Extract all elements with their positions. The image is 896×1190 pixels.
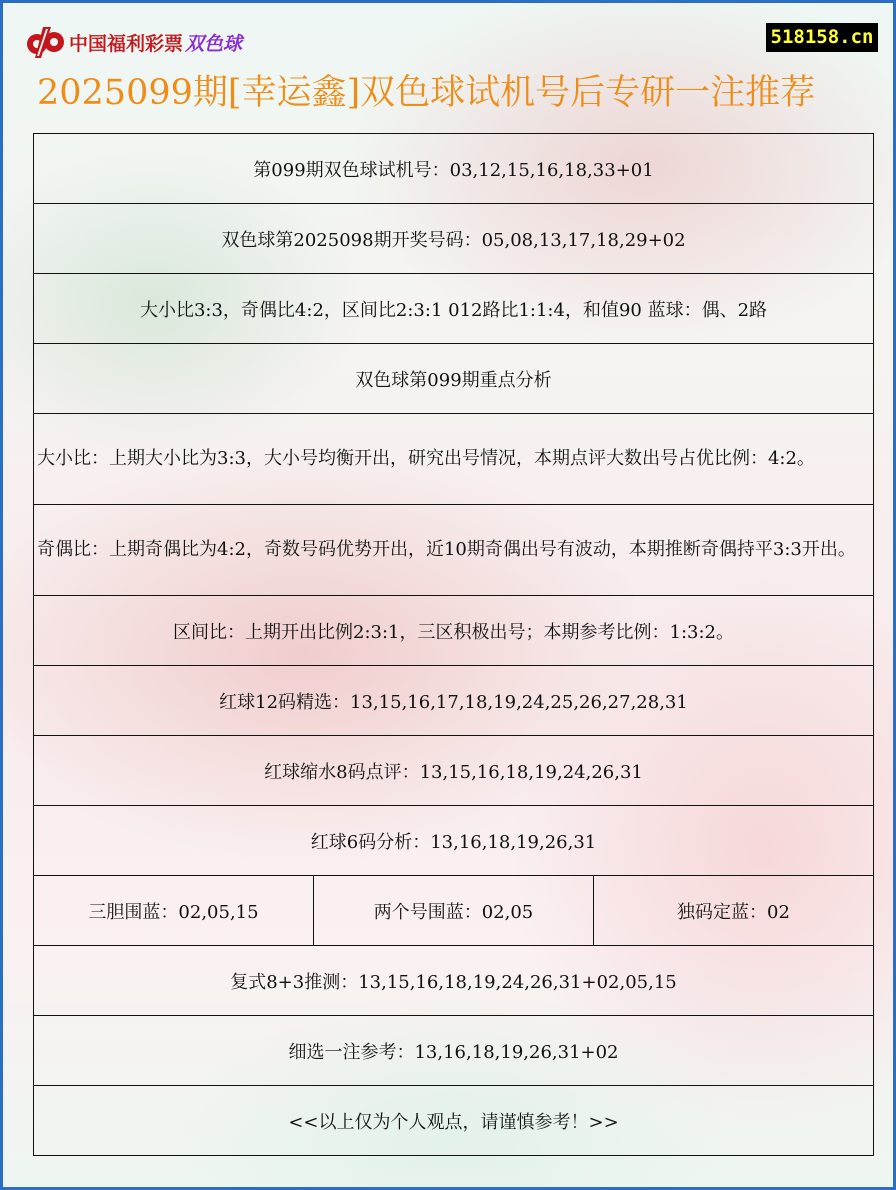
table-row	[34, 274, 874, 344]
red-12-picks: 红球12码精选：13,15,16,17,18,19,24,25,26,27,28,31	[34, 666, 874, 736]
last-draw-stats: 大小比3:3，奇偶比4:2，区间比2:3:1 012路比1:1:4，和值90 蓝球：偶、2路	[34, 274, 874, 344]
analysis-heading: 双色球第099期重点分析	[34, 344, 874, 414]
table-row	[34, 946, 874, 1016]
page-title: 2025099期[幸运鑫]双色球试机号后专研一注推荐	[37, 73, 816, 113]
last-draw-numbers: 双色球第2025098期开奖号码：05,08,13,17,18,29+02	[34, 204, 874, 274]
size-ratio-analysis: 大小比：上期大小比为3:3，大小号均衡开出，研究出号情况，本期点评大数出号占优比例：4:2。	[34, 414, 874, 505]
blue-single-pick: 独码定蓝：02	[594, 876, 874, 946]
prediction-table	[33, 133, 874, 1156]
red-8-picks: 红球缩水8码点评：13,15,16,18,19,24,26,31	[34, 736, 874, 806]
blue-three-picks: 三胆围蓝：02,05,15	[34, 876, 314, 946]
logo-game-name: 双色球	[185, 32, 243, 55]
welfare-lottery-logo	[23, 25, 242, 59]
odd-even-analysis: 奇偶比：上期奇偶比为4:2，奇数号码优势开出，近10期奇偶出号有波动，本期推断奇偶持平3:3开出。	[34, 505, 874, 596]
cwl-logo-icon	[23, 25, 67, 59]
table-row	[34, 666, 874, 736]
disclaimer: <<以上仅为个人观点，请谨慎参考！>>	[34, 1086, 874, 1156]
trial-numbers: 第099期双色球试机号：03,12,15,16,18,33+01	[34, 134, 874, 204]
table-row	[34, 134, 874, 204]
table-row	[34, 596, 874, 666]
table-row	[34, 344, 874, 414]
table-row	[34, 1016, 874, 1086]
site-badge: 518158.cn	[766, 23, 878, 52]
blue-two-picks: 两个号围蓝：02,05	[314, 876, 594, 946]
single-ticket-pick: 细选一注参考：13,16,18,19,26,31+02	[34, 1016, 874, 1086]
table-row	[34, 1086, 874, 1156]
logo-text: 中国福利彩票	[69, 32, 184, 55]
table-row	[34, 876, 874, 946]
table-row	[34, 414, 874, 505]
compound-picks: 复式8+3推测：13,15,16,18,19,24,26,31+02,05,15	[34, 946, 874, 1016]
table-row	[34, 505, 874, 596]
red-6-picks: 红球6码分析：13,16,18,19,26,31	[34, 806, 874, 876]
table-row	[34, 204, 874, 274]
zone-ratio-analysis: 区间比：上期开出比例2:3:1，三区积极出号；本期参考比例：1:3:2。	[34, 596, 874, 666]
table-row	[34, 806, 874, 876]
table-row	[34, 736, 874, 806]
